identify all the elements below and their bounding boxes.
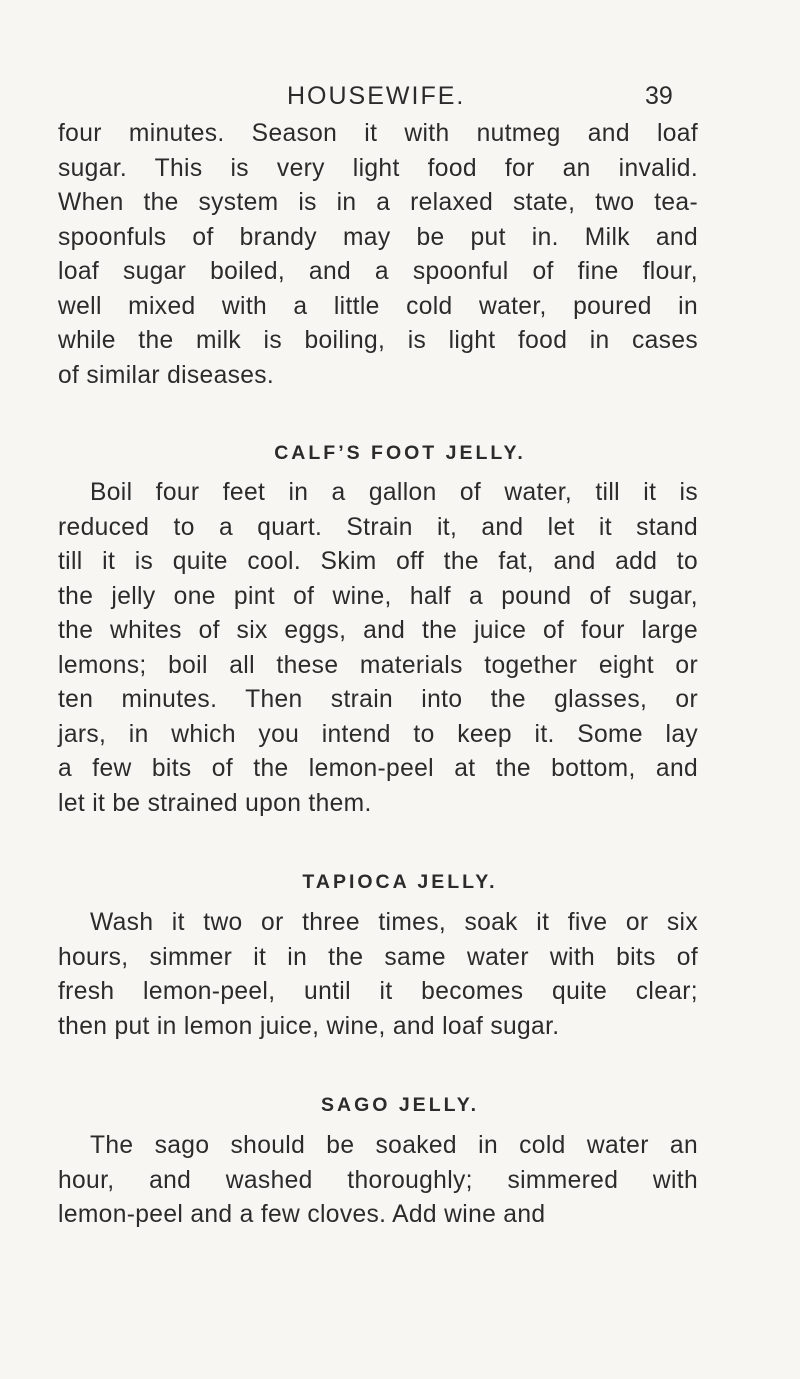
text-line: then put in lemon juice, wine, and loaf sugar.: [58, 1012, 560, 1040]
text-line: fresh lemon-peel, until it becomes quite clear;: [58, 978, 698, 1005]
recipe-body-sago-jelly: [58, 1129, 698, 1233]
text-line: loaf sugar boiled, and a spoonful of fine flour,: [58, 258, 698, 285]
recipe-heading-sago-jelly: SAGO JELLY.: [321, 1094, 479, 1116]
text-line: hour, and washed thoroughly; simmered with: [58, 1166, 698, 1194]
text-line: When the system is in a relaxed state, two tea-: [58, 189, 698, 216]
text-line: lemons; boil all these materials together eight or: [58, 651, 698, 679]
text-line: Wash it two or three times, soak it five or six: [90, 909, 698, 936]
text-line: the whites of six eggs, and the juice of four large: [58, 617, 698, 644]
text-line: jars, in which you intend to keep it. Some lay: [58, 720, 698, 748]
text-line: Boil four feet in a gallon of water, till it is: [90, 479, 698, 506]
text-line: of similar diseases.: [58, 361, 275, 389]
text-line: a few bits of the lemon-peel at the bottom, and: [58, 755, 698, 782]
text-line: reduced to a quart. Strain it, and let it stand: [58, 513, 698, 541]
recipe-heading-tapioca-jelly: TAPIOCA JELLY.: [302, 871, 498, 893]
recipe-body-calfs-foot-jelly: [58, 476, 698, 821]
text-line: hours, simmer it in the same water with bits of: [58, 943, 698, 971]
text-line: till it is quite cool. Skim off the fat, and add to: [58, 548, 698, 575]
text-line: the jelly one pint of wine, half a pound of sugar,: [58, 582, 698, 610]
running-title: HOUSEWIFE.: [287, 82, 466, 110]
text-line: The sago should be soaked in cold water an: [90, 1132, 698, 1159]
text-line: while the milk is boiling, is light food in cases: [58, 327, 698, 354]
text-line: sugar. This is very light food for an invalid.: [58, 154, 698, 182]
text-line: spoonfuls of brandy may be put in. Milk and: [58, 223, 698, 251]
running-head: [0, 76, 800, 116]
paragraph-continuation: [58, 117, 698, 393]
page-number: 39: [645, 82, 673, 110]
text-line: let it be strained upon them.: [58, 789, 372, 817]
recipe-heading-calfs-foot-jelly: CALF’S FOOT JELLY.: [274, 442, 526, 464]
text-line: ten minutes. Then strain into the glasses, or: [58, 686, 698, 713]
text-line: lemon-peel and a few cloves. Add wine and: [58, 1201, 546, 1228]
text-line: well mixed with a little cold water, poured in: [58, 292, 698, 320]
recipe-body-tapioca-jelly: [58, 906, 698, 1044]
text-line: four minutes. Season it with nutmeg and loaf: [58, 120, 698, 147]
